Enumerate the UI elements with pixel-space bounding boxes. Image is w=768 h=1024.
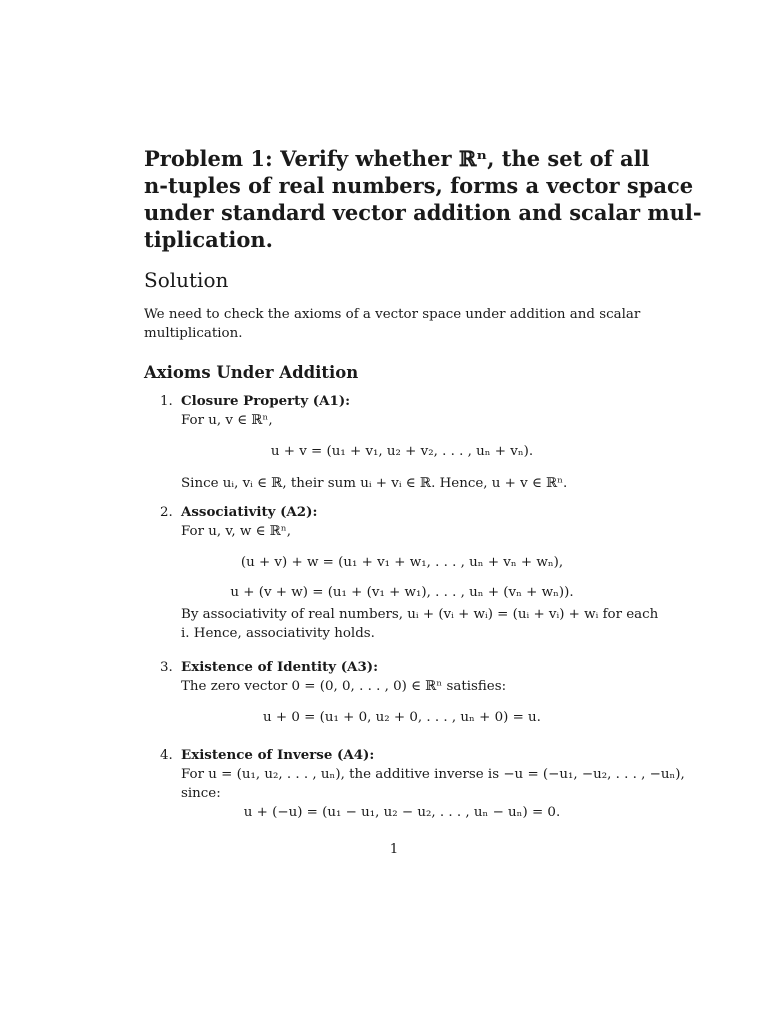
- item-text: For u, v ∈ ℝⁿ,: [181, 413, 273, 428]
- solution-heading: Solution: [144, 268, 229, 292]
- item-title: Associativity (A2):: [181, 504, 318, 520]
- item-text: i. Hence, associativity holds.: [181, 626, 375, 641]
- title-line: n-tuples of real numbers, forms a vector space: [144, 173, 694, 198]
- item-title: Closure Property (A1):: [181, 393, 351, 409]
- title-line: Problem 1: Verify whether ℝⁿ, the set of all: [144, 146, 650, 171]
- item-title: Existence of Identity (A3):: [181, 659, 379, 675]
- item-number: 2.: [160, 505, 173, 520]
- problem-title: [144, 145, 702, 253]
- title-line: tiplication.: [144, 227, 273, 252]
- title-line: under standard vector addition and scalar mul-: [144, 200, 702, 225]
- display-equation: u + (v + w) = (u₁ + (v₁ + w₁), . . . , uₙ + (vₙ + wₙ)).: [230, 585, 574, 600]
- item-text: For u, v, w ∈ ℝⁿ,: [181, 524, 291, 539]
- axiom-item-a3: [144, 658, 660, 727]
- addition-axioms-heading: Axioms Under Addition: [144, 363, 359, 382]
- axiom-item-a4: [144, 746, 685, 822]
- page-number: 1: [389, 842, 399, 857]
- axiom-item-a1: [144, 392, 660, 493]
- item-title: Existence of Inverse (A4):: [181, 747, 375, 763]
- display-equation: (u + v) + w = (u₁ + v₁ + w₁, . . . , uₙ + vₙ + wₙ),: [240, 555, 564, 570]
- display-equation: u + (−u) = (u₁ − u₁, u₂ − u₂, . . . , uₙ − uₙ) = 0.: [243, 805, 561, 820]
- item-text: since:: [181, 786, 221, 801]
- solution-intro: We need to check the axioms of a vector space under addition and scalar multiplication.: [144, 307, 641, 341]
- item-number: 1.: [160, 394, 173, 409]
- display-equation: u + v = (u₁ + v₁, u₂ + v₂, . . . , uₙ + vₙ).: [270, 444, 534, 459]
- axiom-item-a2: [144, 503, 660, 643]
- item-text: Since uᵢ, vᵢ ∈ ℝ, their sum uᵢ + vᵢ ∈ ℝ. Hence, u + v ∈ ℝⁿ.: [181, 476, 568, 491]
- item-number: 4.: [160, 748, 173, 763]
- item-text: For u = (u₁, u₂, . . . , uₙ), the additive inverse is −u = (−u₁, −u₂, . . . , −uₙ),: [181, 767, 685, 782]
- display-equation: u + 0 = (u₁ + 0, u₂ + 0, . . . , uₙ + 0) = u.: [263, 710, 541, 725]
- item-text: The zero vector 0 = (0, 0, . . . , 0) ∈ ℝⁿ satisfies:: [181, 679, 507, 694]
- item-text: By associativity of real numbers, uᵢ + (vᵢ + wᵢ) = (uᵢ + vᵢ) + wᵢ for each: [181, 607, 659, 622]
- item-number: 3.: [160, 660, 173, 675]
